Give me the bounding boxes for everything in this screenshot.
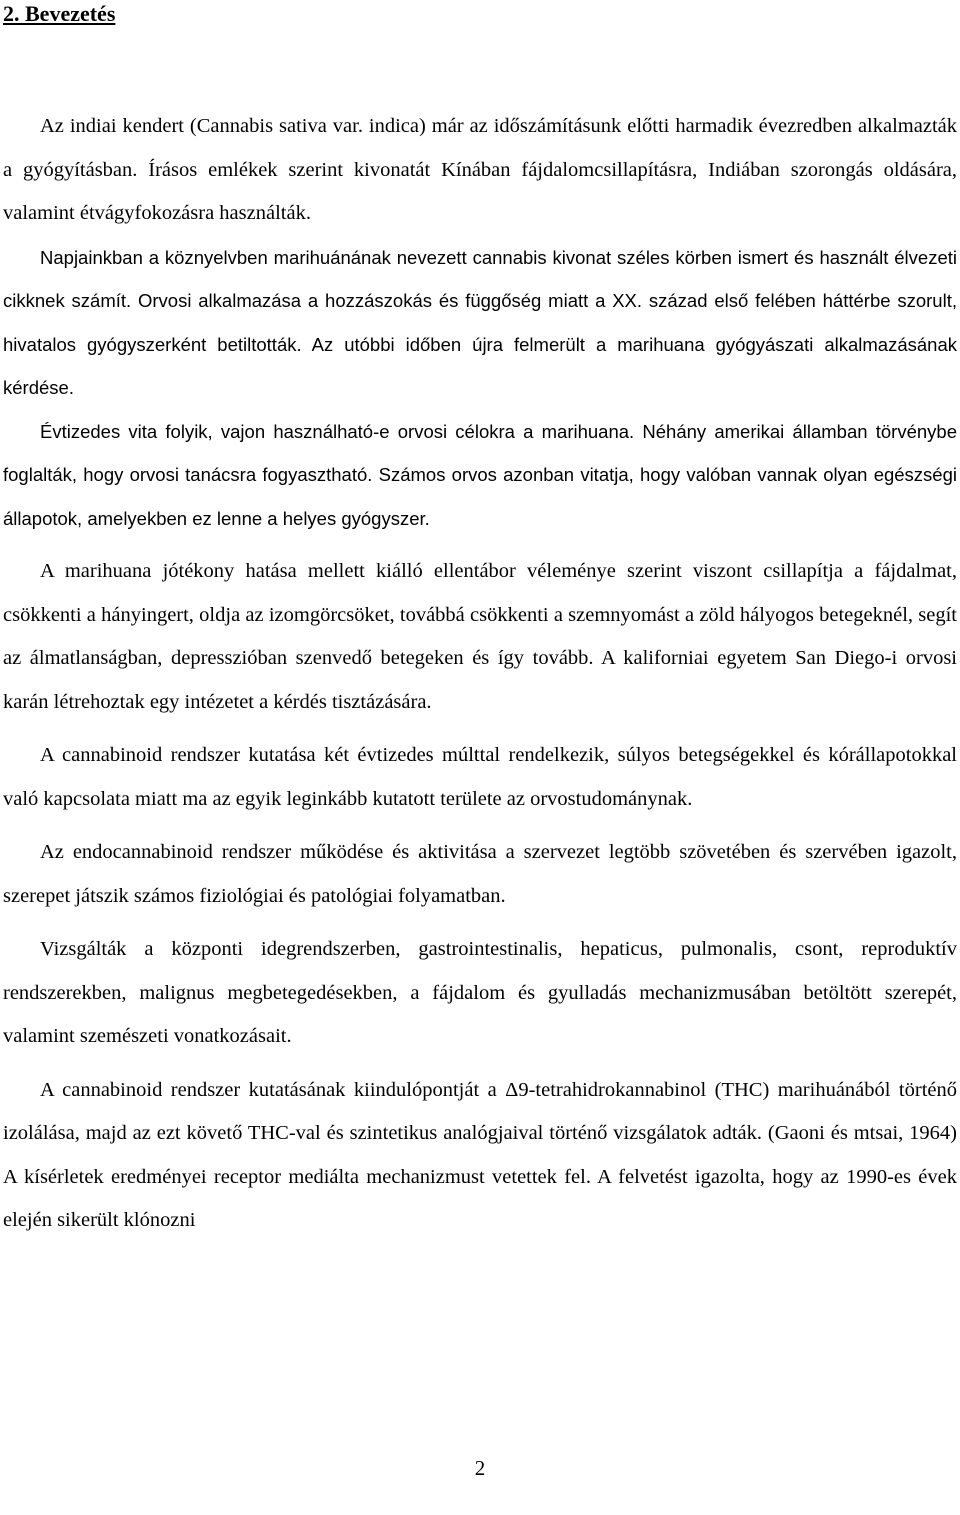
paragraph-medical-debate: Évtizedes vita folyik, vajon használható-e orvosi célokra a marihuana. Néhány amerikai államban törvénybe foglalták, hogy orvosi tanácsra fogyasztható. Számos orvos azonban vitatja, hogy valóban vannak olyan egészségi állapotok, amelyekben ez lenne a helyes gyógyszer. — [3, 420, 957, 529]
paragraph-recreational-use: Napjainkban a köznyelvben marihuánának nevezett cannabis kivonat széles körben ismert és használt élvezeti cikknek számít. Orvosi alkalmazása a hozzászokás és függőség miatt a XX. század első felében háttérbe szorult, hivatalos gyógyszerként betiltották. Az utóbbi időben újra felmerült a marihuana gyógyászati alkalmazásának kérdése. — [3, 246, 957, 398]
body-text — [3, 105, 957, 1243]
section-heading: 2. Bevezetés — [3, 1, 116, 26]
paragraph-effects: A marihuana jótékony hatása mellett kiálló ellentábor véleménye szerint viszont csillapítja a fájdalmat, csökkenti a hányingert, oldja az izomgörcsöket, továbbá csökkenti a szemnyomást a zöld hályogos betegeknél, segít az álmatlanságban, depresszióban szenvedő betegeken és így tovább. A kaliforniai egyetem San Diego-i orvosi karán létrehoztak egy intézetet a kérdés tisztázására. — [3, 560, 957, 713]
paragraph-thc: A cannabinoid rendszer kutatásának kiindulópontját a Δ9-tetrahidrokannabinol (THC) marihuánából történő izolálása, majd az ezt követő THC-val és szintetikus analógjaival történő vizsgálatok adták. (Gaoni és mtsai, 1964) A kísérletek eredményei receptor mediálta mechanizmust vetettek fel. A felvetést igazolta, hogy az 1990-es évek elején sikerült klónozni — [3, 1078, 957, 1231]
page-number: 2 — [474, 1456, 486, 1480]
paragraph-endocannabinoid: Az endocannabinoid rendszer működése és aktivitása a szervezet legtöbb szövetében és szervében igazolt, szerepet játszik számos fiziológiai és patológiai folyamatban. — [3, 841, 957, 907]
paragraph-research: A cannabinoid rendszer kutatása két évtizedes múlttal rendelkezik, súlyos betegségekkel és kórállapotokkal való kapcsolata miatt ma az egyik leginkább kutatott területe az orvostudománynak. — [3, 744, 957, 810]
paragraph-history: Az indiai kendert (Cannabis sativa var. indica) már az időszámításunk előtti harmadik évezredben alkalmazták a gyógyításban. Írásos emlékek szerint kivonatát Kínában fájdalomcsillapításra, Indiában szorongás oldására, valamint étvágyfokozásra használták. — [3, 115, 957, 224]
paragraph-investigations: Vizsgálták a központi idegrendszerben, gastrointestinalis, hepaticus, pulmonalis, csont, reproduktív rendszerekben, malignus megbetegedésekben, a fájdalom és gyulladás mechanizmusában betöltött szerepét, valamint szemészeti vonatkozásait. — [3, 938, 957, 1047]
